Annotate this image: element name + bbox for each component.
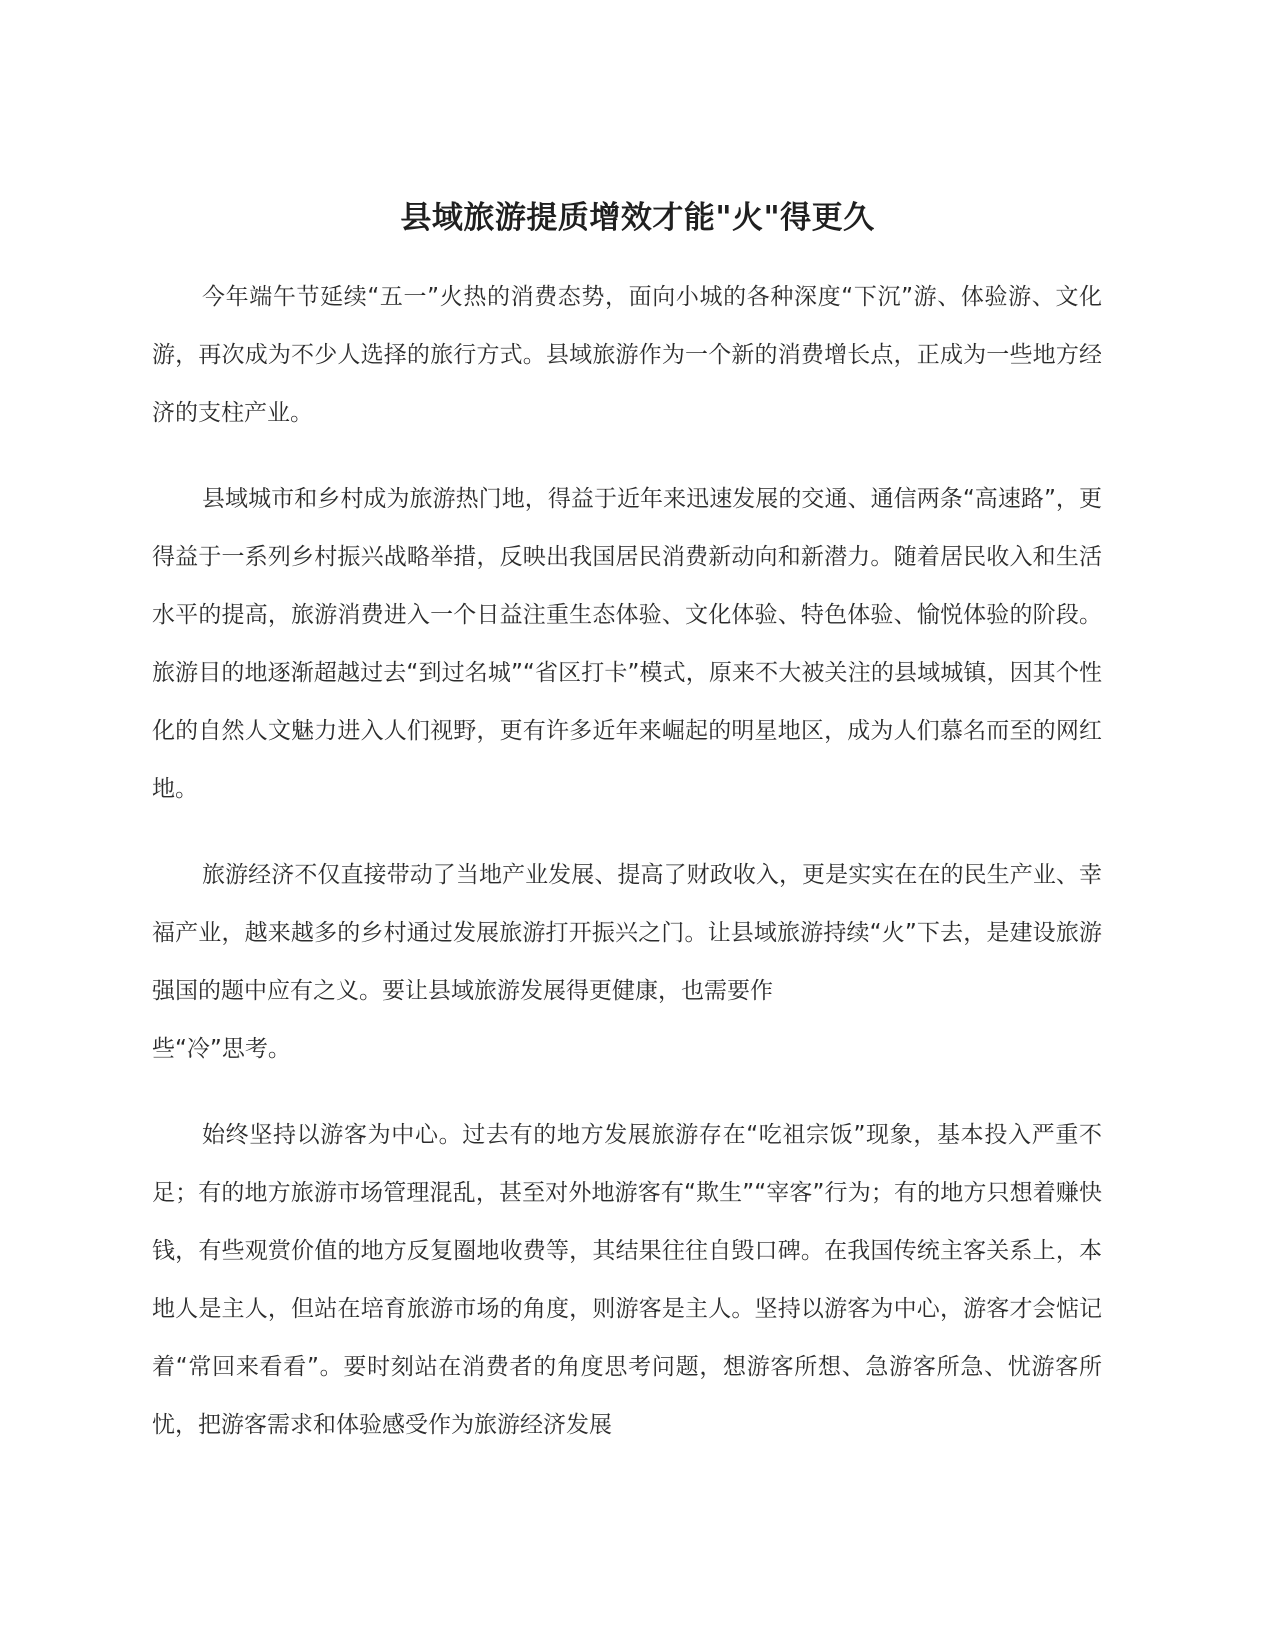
paragraph-3-tail: 些“冷”思考。 <box>152 1036 291 1062</box>
paragraph-2: 县域城市和乡村成为旅游热门地，得益于近年来迅速发展的交通、通信两条“高速路”，更得益于一系列乡村振兴战略举措，反映出我国居民消费新动向和新潜力。随着居民收入和生活水平的提高，旅游消费进入一个日益注重生态体验、文化体验、特色体验、愉悦体验的阶段。旅游目的地逐渐超越过去“到过名城”“省区打卡”模式，原来不大被关注的县域城镇，因其个性化的自然人文魅力进入人们视野，更有许多近年来崛起的明星地区，成为人们慕名而至的网红地。 <box>152 486 1102 802</box>
paragraph-3-main: 旅游经济不仅直接带动了当地产业发展、提高了财政收入，更是实实在在的民生产业、幸福产业，越来越多的乡村通过发展旅游打开振兴之门。让县域旅游持续“火”下去，是建设旅游强国的题中应有之义。要让县域旅游发展得更健康，也需要作 <box>152 862 1102 1004</box>
article-body <box>152 268 1102 1482</box>
paragraph-3 <box>152 846 1102 1078</box>
paragraph-4: 始终坚持以游客为中心。过去有的地方发展旅游存在“吃祖宗饭”现象，基本投入严重不足；有的地方旅游市场管理混乱，甚至对外地游客有“欺生”“宰客”行为；有的地方只想着赚快钱，有些观赏价值的地方反复圈地收费等，其结果往往自毁口碑。在我国传统主客关系上，本地人是主人，但站在培育旅游市场的角度，则游客是主人。坚持以游客为中心，游客才会惦记着“常回来看看”。要时刻站在消费者的角度思考问题，想游客所想、急游客所急、忧游客所忧，把游客需求和体验感受作为旅游经济发展 <box>152 1122 1102 1438</box>
document-title: 县域旅游提质增效才能"火"得更久 <box>400 200 875 236</box>
paragraph-1: 今年端午节延续“五一”火热的消费态势，面向小城的各种深度“下沉”游、体验游、文化游，再次成为不少人选择的旅行方式。县域旅游作为一个新的消费增长点，正成为一些地方经济的支柱产业。 <box>152 284 1102 426</box>
